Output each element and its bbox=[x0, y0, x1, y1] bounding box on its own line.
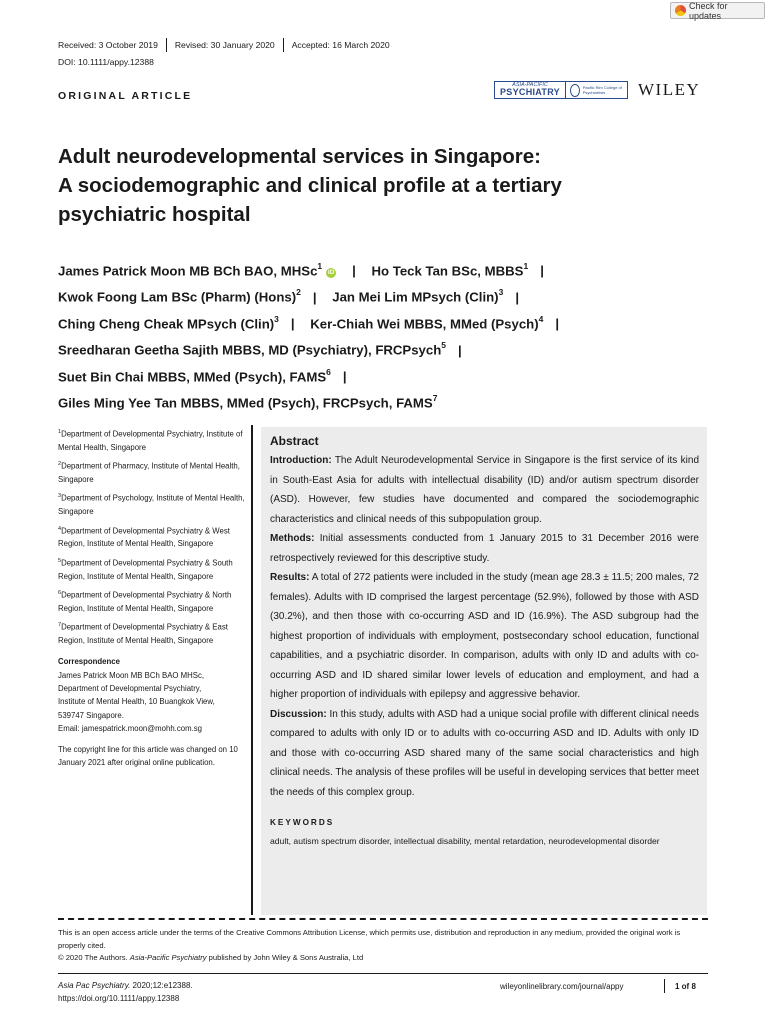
copyright-suffix: published by John Wiley & Sons Australia, Ltd bbox=[206, 953, 364, 962]
society-text: Pacific Rim College of Psychiatrists bbox=[582, 85, 622, 95]
affiliation-marker: 4 bbox=[538, 313, 544, 324]
section-text: In this study, adults with ASD had a unique social profile with different clinical needs compared to adults with only ID or to adults with co-occurring ASD and ID. Adults with only ID and those with co-occurring ASD shared many of the same social characteristics and high clinical needs. The analysis of these profiles will be useful in developing services that better meet the needs of this complex group. bbox=[270, 708, 699, 798]
copyright-prefix: © 2020 The Authors. bbox=[58, 953, 130, 962]
section-text: The Adult Neurodevelopmental Service in Singapore is the first service of its kind in South-East Asia for adults with intellectual disability (ID) and/or autism spectrum disorder (ASD). However, few studies have documented and compared the sociodemographic characteristics and clinical needs of this subpopulation group. bbox=[270, 455, 699, 525]
affiliation-item bbox=[58, 523, 248, 551]
check-for-updates-button[interactable] bbox=[670, 2, 765, 19]
footer-citation bbox=[58, 979, 193, 1005]
footer-rule bbox=[58, 973, 708, 974]
affiliation-text: Department of Developmental Psychiatry & North Region, Institute of Mental Health, Singapore bbox=[58, 590, 232, 613]
author-name[interactable]: Giles Ming Yee Tan MBBS, MMed (Psych), FRCPsych, FAMS bbox=[58, 395, 433, 411]
author-name[interactable]: Sreedharan Geetha Sajith MBBS, MD (Psychiatry), FRCPsych bbox=[58, 342, 442, 358]
correspondence-line: 539747 Singapore. bbox=[58, 710, 124, 720]
check-updates-label: Check for updates bbox=[689, 0, 728, 21]
affiliation-number: 7 bbox=[58, 622, 62, 629]
affiliation-text: Department of Developmental Psychiatry & South Region, Institute of Mental Health, Singapore bbox=[58, 558, 233, 581]
abstract-results bbox=[270, 568, 699, 705]
author-name[interactable]: Kwok Foong Lam BSc (Pharm) (Hons) bbox=[58, 289, 297, 305]
revised-date: Revised: 30 January 2020 bbox=[174, 40, 275, 50]
correspondence-email[interactable]: Email: jamespatrick.moon@mohh.com.sg bbox=[58, 723, 202, 733]
footer-right bbox=[500, 979, 696, 993]
section-text: Initial assessments conducted from 1 January 2015 to 31 December 2016 were retrospectively reviewed for this descriptive study. bbox=[270, 533, 699, 564]
author-separator: | bbox=[290, 316, 295, 332]
author-line bbox=[58, 256, 718, 282]
affiliation-number: 1 bbox=[58, 429, 62, 435]
correspondence-line: Institute of Mental Health, 10 Buangkok View, bbox=[58, 697, 215, 707]
page-number: 1 of 8 bbox=[675, 981, 696, 991]
doi-link[interactable]: https://doi.org/10.1111/appy.12388 bbox=[58, 994, 180, 1004]
section-label: Introduction: bbox=[270, 455, 332, 466]
title-line: A sociodemographic and clinical profile at a tertiary bbox=[58, 174, 562, 197]
abstract-box bbox=[261, 427, 707, 915]
title-line: psychiatric hospital bbox=[58, 203, 251, 226]
affiliation-marker: 7 bbox=[432, 392, 438, 403]
affiliation-item bbox=[58, 619, 248, 647]
column-divider bbox=[251, 425, 253, 915]
journal-name: Asia-Pacific Psychiatry bbox=[129, 953, 207, 962]
article-dates bbox=[58, 38, 398, 52]
section-label: Results: bbox=[270, 572, 310, 583]
affiliation-marker: 3 bbox=[274, 313, 279, 324]
citation-journal: Asia Pac Psychiatry. bbox=[58, 981, 131, 990]
affiliation-marker: 1 bbox=[317, 261, 323, 271]
author-line bbox=[58, 282, 718, 308]
affiliation-number: 6 bbox=[58, 589, 62, 596]
article-title bbox=[58, 142, 698, 229]
license-statement bbox=[58, 927, 708, 965]
copyright-line bbox=[58, 952, 708, 965]
keywords-list: adult, autism spectrum disorder, intellectual disability, mental retardation, neurodevelopmental disorder bbox=[270, 836, 660, 846]
affiliation-text: Department of Developmental Psychiatry, Institute of Mental Health, Singapore bbox=[58, 429, 243, 452]
author-separator: | bbox=[515, 289, 520, 305]
affiliation-item bbox=[58, 458, 248, 486]
society-logo bbox=[565, 82, 627, 98]
section-label: Discussion: bbox=[270, 708, 327, 720]
affiliation-text: Department of Developmental Psychiatry & West Region, Institute of Mental Health, Singapore bbox=[58, 526, 230, 549]
publisher-logo: WILEY bbox=[638, 80, 701, 99]
author-separator: | bbox=[312, 289, 317, 305]
affiliation-marker: 6 bbox=[326, 366, 331, 377]
author-separator: | bbox=[540, 263, 544, 279]
abstract-discussion bbox=[270, 705, 699, 803]
correspondence-heading: Correspondence bbox=[58, 657, 120, 667]
affiliation-item bbox=[58, 490, 248, 518]
affiliation-number: 4 bbox=[58, 525, 62, 532]
journal-logo-text: PSYCHIATRY bbox=[499, 87, 560, 98]
author-name[interactable]: Jan Mei Lim MPsych (Clin) bbox=[332, 289, 499, 305]
affiliation-number: 3 bbox=[58, 493, 62, 500]
section-text: A total of 272 patients were included in the study (mean age 28.3 ± 11.5; 200 males, 72 females). Adults with ID comprised the largest percentage (52.9%), followed by those with ASD (30.2%), and then those with co-occurring ASD and ID (16.9%). The ASD subgroup had the highest proportion of individuals with employment, postsecondary school education, functional capabilities, and a psychiatric disorder. In comparison, adults with only ID and adults with co-occurring ASD and ID shared similar lower levels of education and employment, and had a higher proportion of individuals with epilepsy and aggressive behavior. bbox=[270, 572, 699, 700]
abstract-heading: Abstract bbox=[270, 434, 319, 448]
affiliation-number: 2 bbox=[58, 461, 62, 468]
author-separator: | bbox=[458, 342, 462, 358]
affiliations-column bbox=[58, 426, 248, 770]
author-separator: | bbox=[352, 263, 356, 279]
author-list bbox=[58, 256, 718, 414]
received-date: Received: 3 October 2019 bbox=[58, 40, 158, 50]
author-name[interactable]: Ho Teck Tan BSc, MBBS bbox=[371, 263, 524, 279]
citation-line bbox=[58, 979, 193, 992]
crossmark-icon bbox=[675, 5, 686, 16]
author-separator: | bbox=[342, 368, 347, 384]
section-label: Methods: bbox=[270, 533, 315, 544]
abstract-methods bbox=[270, 529, 699, 568]
author-name[interactable]: Suet Bin Chai MBBS, MMed (Psych), FAMS bbox=[58, 368, 327, 384]
article-type: ORIGINAL ARTICLE bbox=[58, 90, 193, 102]
affiliation-item bbox=[58, 587, 248, 615]
affiliation-text: Department of Pharmacy, Institute of Mental Health, Singapore bbox=[58, 461, 240, 485]
affiliation-item bbox=[58, 555, 248, 583]
author-separator: | bbox=[555, 316, 560, 332]
journal-logo-small-text: ASIA-PACIFIC bbox=[512, 81, 548, 88]
affiliation-number: 5 bbox=[58, 557, 62, 564]
author-line bbox=[58, 335, 718, 361]
author-name[interactable]: Ker-Chiah Wei MBBS, MMed (Psych) bbox=[310, 316, 539, 332]
accepted-date: Accepted: 16 March 2020 bbox=[291, 40, 390, 50]
affiliation-text: Department of Psychology, Institute of Mental Health, Singapore bbox=[58, 493, 245, 517]
journal-logo bbox=[494, 81, 628, 99]
divider bbox=[58, 918, 708, 920]
author-line bbox=[58, 388, 718, 414]
affiliation-marker: 5 bbox=[441, 340, 447, 351]
journal-website-link[interactable]: wileyonlinelibrary.com/journal/appy bbox=[500, 981, 624, 991]
keywords-heading: KEYWORDS bbox=[270, 818, 335, 827]
abstract-introduction bbox=[270, 451, 699, 529]
copyright-change-note: The copyright line for this article was changed on 10 January 2021 after original online publication. bbox=[58, 745, 238, 768]
affiliation-item bbox=[58, 426, 248, 454]
article-doi[interactable]: DOI: 10.1111/appy.12388 bbox=[58, 57, 154, 67]
divider bbox=[664, 979, 665, 993]
title-line: Adult neurodevelopmental services in Singapore: bbox=[58, 145, 542, 168]
author-name[interactable]: Ching Cheng Cheak MPsych (Clin) bbox=[58, 316, 275, 332]
orcid-icon[interactable]: iD bbox=[327, 269, 335, 277]
affiliation-text: Department of Developmental Psychiatry & East Region, Institute of Mental Health, Singapore bbox=[58, 622, 228, 646]
affiliation-marker: 1 bbox=[523, 261, 529, 271]
affiliation-marker: 2 bbox=[296, 287, 301, 298]
correspondence-line: James Patrick Moon MB BCh BAO MHSc, bbox=[58, 670, 205, 680]
license-text: This is an open access article under the terms of the Creative Commons Attribution License, which permits use, distribution and reproduction in any medium, provided the original work is properly cited. bbox=[58, 928, 681, 950]
society-emblem-icon bbox=[570, 84, 580, 97]
author-line bbox=[58, 309, 718, 335]
author-name[interactable]: James Patrick Moon MB BCh BAO, MHSc bbox=[58, 263, 318, 279]
affiliation-marker: 3 bbox=[498, 287, 504, 298]
correspondence-line: Department of Developmental Psychiatry, bbox=[58, 683, 202, 693]
citation-details: 2020;12:e12388. bbox=[130, 981, 193, 990]
author-line bbox=[58, 362, 718, 388]
